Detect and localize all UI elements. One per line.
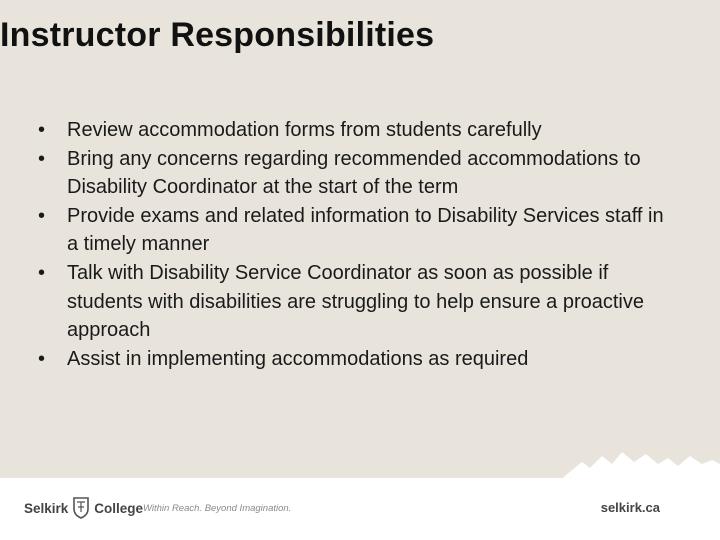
- website-link[interactable]: selkirk.ca: [600, 500, 660, 515]
- logo-word-right: College: [94, 500, 144, 516]
- bullet-icon: •: [38, 204, 46, 227]
- bullet-icon: •: [38, 347, 46, 370]
- mountain-silhouette-icon: [560, 450, 720, 480]
- list-item: [38, 116, 678, 145]
- bullet-icon: •: [38, 119, 46, 141]
- bullet-list: [38, 116, 678, 373]
- bullet-icon: •: [38, 147, 46, 170]
- list-item: [38, 345, 678, 374]
- tagline: Within Reach. Beyond Imagination.: [143, 503, 292, 514]
- bullet-text: Bring any concerns regarding recommended accommodations to Disability Coordinator at the start of the term: [67, 147, 641, 199]
- bullet-text: Talk with Disability Service Coordinator as soon as possible if students with disabilities are struggling to help ensure a proactive approach: [67, 261, 644, 342]
- college-logo: [24, 497, 143, 519]
- footer: [0, 478, 720, 540]
- bullet-text: Assist in implementing accommodations as required: [67, 347, 529, 370]
- slide-title: Instructor Responsibilities: [0, 16, 435, 54]
- list-item: [38, 145, 678, 202]
- bullet-icon: •: [38, 261, 46, 284]
- logo-word-left: Selkirk: [24, 500, 69, 516]
- list-item: [38, 259, 678, 345]
- bullet-text: Provide exams and related information to Disability Services staff in a timely manner: [67, 204, 664, 256]
- college-crest-icon: [72, 497, 90, 519]
- bullet-text: Review accommodation forms from students carefully: [67, 119, 542, 141]
- list-item: [38, 202, 678, 259]
